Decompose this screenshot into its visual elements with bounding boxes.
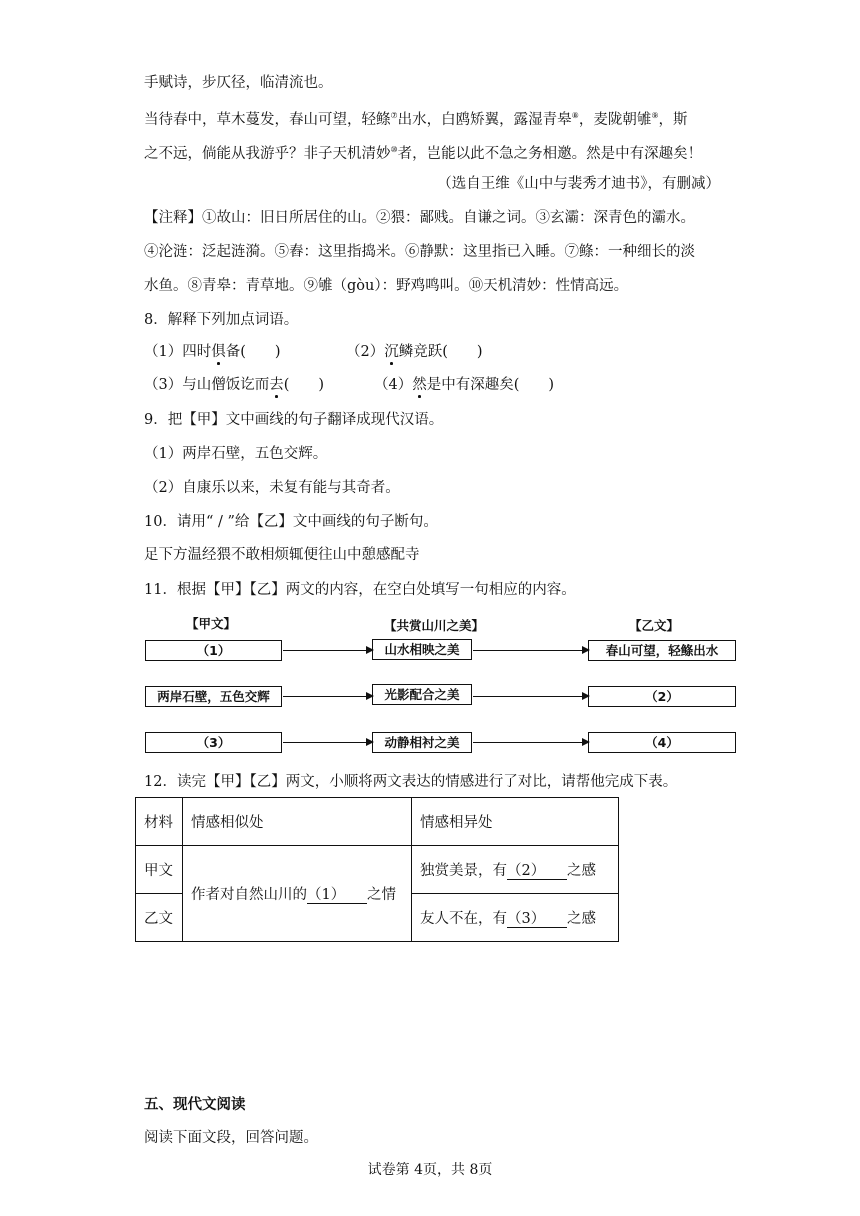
- text-segment: 独赏美景，有: [420, 863, 507, 879]
- q10-text: 足下方温经猥不敢相烦辄便往山中憩感配寺: [144, 547, 420, 563]
- notes-line-3: 水鱼。⑧青皋：青草地。⑨雊（gòu）：野鸡鸣叫。⑩天机清妙：性情高远。: [144, 278, 629, 294]
- flow-arrow: [283, 696, 372, 697]
- flow-arrow: [283, 650, 372, 651]
- q8-item-3: [144, 375, 324, 395]
- table-cell-similar: [183, 846, 412, 942]
- text-segment: 作者对自然山川的: [191, 887, 307, 903]
- text-segment: 之情: [366, 887, 396, 903]
- question-11-stem: 11．根据【甲】【乙】两文的内容，在空白处填写一句相应的内容。: [144, 582, 576, 598]
- passage-line-1: 手赋诗，步仄径，临清流也。: [144, 75, 333, 91]
- text-segment: ( ): [283, 377, 325, 393]
- text-segment: 是中有深趣矣( ): [426, 377, 555, 393]
- flow-arrow: [473, 742, 588, 743]
- flow-box-r1-left: （1）: [145, 640, 282, 661]
- flow-box-r2-mid: 光影配合之美: [372, 684, 472, 705]
- answer-blank: （3）: [507, 911, 567, 927]
- text-segment: 之感: [566, 911, 596, 927]
- table-row-label-yi: 乙文: [136, 894, 183, 942]
- text-segment: 备( ): [225, 344, 281, 360]
- flow-arrow: [473, 650, 588, 651]
- footnote-marker: ⑨: [651, 111, 659, 120]
- table-header-similar: 情感相似处: [183, 798, 412, 846]
- table-header-different: 情感相异处: [412, 798, 619, 846]
- flow-box-r3-right: （4）: [588, 732, 736, 753]
- q8-item-4: [374, 375, 554, 395]
- flow-header-shared: 【共赏山川之美】: [384, 618, 485, 633]
- q9-sentence-1: （1）两岸石壁，五色交辉。: [144, 446, 328, 462]
- flow-header-yi: 【乙文】: [629, 618, 680, 633]
- text-segment: ，麦陇朝雊: [578, 111, 652, 128]
- text-segment: 之感: [566, 863, 596, 879]
- text-segment: （1）四时: [144, 344, 212, 360]
- table-cell-diff-yi: [412, 894, 619, 942]
- footnote-marker: ⑩: [390, 145, 398, 154]
- passage-line-2: [144, 106, 688, 130]
- flow-box-r1-right: 春山可望，轻鲦出水: [588, 640, 736, 661]
- q8-item-2: [346, 342, 483, 362]
- q8-item-1: [144, 342, 281, 362]
- passage-line-3: [144, 140, 702, 164]
- flow-header-jia: 【甲文】: [186, 616, 237, 631]
- table-header-material: 材料: [136, 798, 183, 846]
- question-8-stem: 8．解释下列加点词语。: [144, 312, 299, 328]
- question-10-stem: 10．请用“ / ”给【乙】文中画线的句子断句。: [144, 514, 438, 530]
- flow-box-r2-left: 两岸石壁，五色交辉: [145, 686, 282, 707]
- text-segment: 鳞竞跃( ): [398, 344, 483, 360]
- notes-line-2: ④沦涟：泛起涟漪。⑤舂：这里指捣米。⑥静默：这里指已入睡。⑦鲦：一种细长的淡: [144, 244, 695, 260]
- text-segment: 友人不在，有: [420, 911, 507, 927]
- emotion-comparison-table: [135, 797, 619, 942]
- dotted-word: 然: [412, 377, 427, 393]
- flow-box-r1-mid: 山水相映之美: [372, 639, 472, 660]
- section-5-title: 五、现代文阅读: [144, 1097, 246, 1113]
- flow-box-r2-right: （2）: [588, 686, 736, 707]
- text-segment: （2）: [346, 344, 385, 360]
- flow-box-r3-mid: 动静相衬之美: [372, 732, 472, 753]
- dotted-word: 俱: [211, 344, 226, 360]
- table-cell-diff-jia: [412, 846, 619, 894]
- flow-arrow: [473, 696, 588, 697]
- page-footer: 试卷第 4页，共 8页: [367, 1162, 493, 1178]
- dotted-word: 沉: [384, 344, 399, 360]
- flow-box-r3-left: （3）: [145, 732, 282, 753]
- text-segment: 出水，白鸥矫翼，露湿青皋: [397, 111, 572, 128]
- answer-blank: （1）: [307, 887, 367, 903]
- section-5-intro: 阅读下面文段，回答问题。: [144, 1130, 318, 1146]
- text-segment: 之不远，倘能从我游乎？非子天机清妙: [144, 145, 391, 162]
- dotted-word: 去: [269, 377, 284, 393]
- source-citation: （选自王维《山中与裴秀才迪书》，有删减）: [437, 176, 720, 192]
- table-row-label-jia: 甲文: [136, 846, 183, 894]
- footnote-marker: ⑧: [571, 111, 579, 120]
- text-segment: ，斯: [658, 111, 688, 128]
- notes-line-1: 【注释】①故山：旧日所居住的山。②猥：鄙贱。自谦之词。③玄灞：深青色的灞水。: [144, 210, 695, 226]
- text-segment: （3）与山僧饭讫而: [144, 377, 270, 393]
- question-9-stem: 9．把【甲】文中画线的句子翻译成现代汉语。: [144, 412, 444, 428]
- text-segment: 者，岂能以此不急之务相邀。然是中有深趣矣！: [397, 145, 703, 162]
- text-segment: 当待春中，草木蔓发，春山可望，轻鲦: [144, 111, 391, 128]
- text-segment: （4）: [374, 377, 413, 393]
- flow-arrow: [283, 742, 372, 743]
- question-12-stem: 12．读完【甲】【乙】两文，小顺将两文表达的情感进行了对比，请帮他完成下表。: [144, 774, 678, 790]
- answer-blank: （2）: [507, 863, 567, 879]
- q9-sentence-2: （2）自康乐以来，未复有能与其奇者。: [144, 480, 400, 496]
- footnote-marker: ⑦: [390, 111, 398, 120]
